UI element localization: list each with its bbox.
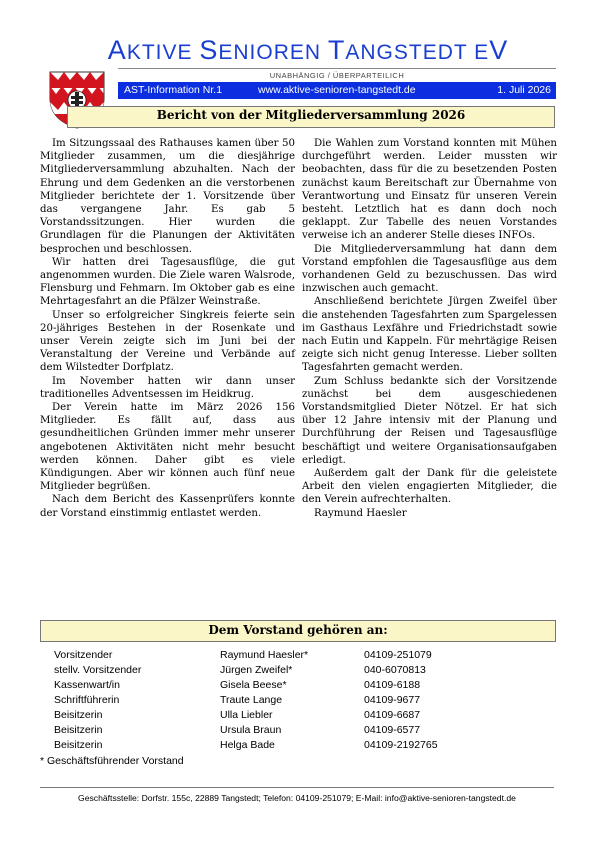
title-part: A (107, 35, 127, 65)
board-row (0, 724, 595, 739)
title-part: ENIOREN (218, 41, 328, 64)
website-link[interactable]: www.aktive-senioren-tangstedt.de (258, 84, 416, 96)
board-row (0, 739, 595, 754)
article-paragraph: Außerdem galt der Dank für die geleistete Arbeit den vielen engagierten Mitglieder, die den Verein aufrechterhalten. (302, 468, 557, 506)
article-paragraph: Im November hatten wir dann unser traditionelles Adventsessen im Heidkrug. (40, 375, 295, 400)
board-phone: 04109-6188 (364, 679, 421, 691)
article-paragraph: Nach dem Bericht des Kassenprüfers konnte der Vorstand einstimmig entlastet werden. (40, 494, 295, 519)
board-row (0, 649, 595, 664)
info-bar (118, 82, 556, 99)
article-paragraph: Unser so erfolgreicher Singkreis feierte sein 20-jähriges Bestehen in der Rosenkate und unser Verein zeigte sich im Juni bei der Veranstaltung der Vereine und Verbände auf dem Wilstedter Dorfplatz. (40, 309, 295, 374)
article-headline: Bericht von der Mitgliederversammlung 2026 (156, 108, 466, 122)
board-role: Beisitzerin (54, 739, 103, 751)
article-paragraph: Die Wahlen zum Vorstand konnten mit Mühen durchgeführt werden. Leider mussten wir beobachten, dass für die zu besetzenden Posten zunächst kaum Bereitschaft zur Übernahme von Verantwortung und Einsatz für unseren Verein besteht. Letztlich hat es dann doch noch geklappt. Zur Tabelle des neuen Vorstandes verweise ich an anderer Stelle dieses INFOs. (302, 138, 557, 242)
title-part: E (474, 41, 490, 64)
tagline: UNABHÄNGIG / ÜBERPARTEILICH (269, 71, 405, 80)
board-name: Raymund Haesler* (220, 649, 309, 661)
article-paragraph: Der Verein hatte im März 2026 156 Mitglieder. Es fällt auf, dass aus gesundheitlichen Gründen immer mehr unserer angebotenen Aktivitäten nicht mehr besucht werden können. Daher gibt es viele Kündigungen. Aber wir können auch fünf neue Mitglieder begrüßen. (40, 402, 295, 493)
issue-date: 1. Juli 2026 (497, 84, 551, 96)
footer-contact: Geschäftsstelle: Dorfstr. 155c, 22889 Tangstedt; Telefon: 04109-251079; E-Mail: info@aktive-senioren-tangstedt.de (78, 793, 516, 803)
board-name: Ursula Braun (220, 724, 282, 736)
board-role: Beisitzerin (54, 709, 103, 721)
article-paragraph: Im Sitzungssaal des Rathauses kamen über 50 Mitglieder zusammen, um die diesjährige Mitgliederversammlung abzuhalten. Nach der Ehrung und dem Gedenken an die verstorbenen Mitglieder berichtete der 1. Vorsitzende über das vergangene Jahr. Es gab 5 Vorstandssitzungen. Hier wurden die Grundlagen für die Planungen der Aktivitäten besprochen und beschlossen. (40, 138, 295, 255)
title-part: V (489, 35, 509, 65)
board-name: Ulla Liebler (220, 709, 273, 721)
board-role: stellv. Vorsitzender (54, 664, 142, 676)
board-name: Gisela Beese* (220, 679, 287, 691)
title-divider (118, 68, 556, 69)
board-footnote: * Geschäftsführender Vorstand (40, 755, 184, 767)
article-right-column (302, 137, 557, 520)
article-paragraph: Zum Schluss bedankte sich der Vorsitzende zunächst bei dem ausgeschiedenen Vorstandsmitglied Dieter Nötzel. Er hat sich über 12 Jahre intensiv mit der Planung und Durchführung der Reisen und Tagesausflüge beschäftigt und weitere Organisationsaufgaben erledigt. (302, 375, 557, 466)
issue-number: AST-Information Nr.1 (124, 84, 223, 96)
footer-divider (40, 787, 554, 788)
board-phone: 04109-6577 (364, 724, 421, 736)
title-part: S (199, 35, 219, 65)
title-part: ANGSTEDT (345, 41, 475, 64)
board-row (0, 694, 595, 709)
board-role: Beisitzerin (54, 724, 103, 736)
board-row (0, 664, 595, 679)
signature: Raymund Haesler (314, 507, 407, 519)
article-paragraph: Anschließend berichtete Jürgen Zweifel über die anstehenden Tagesfahrten zum Spargelessen im Gasthaus Lexfähre und Friedrichstadt sowie nach Eutin und Kappeln. Für mehrtägige Reisen zeigte sich nicht genug Interesse. Lieber sollten Tagesfahrten gemacht werden. (302, 296, 557, 374)
board-role: Schriftführerin (54, 694, 120, 706)
article-left-column (40, 137, 295, 520)
title-part: T (327, 35, 346, 65)
board-name: Jürgen Zweifel* (220, 664, 293, 676)
title-part: KTIVE (126, 41, 200, 64)
board-row (0, 679, 595, 694)
article-paragraph: Wir hatten drei Tagesausflüge, die gut angenommen wurden. Die Ziele waren Walsrode, Flensburg und Fehmarn. Im Oktober gab es eine Mehrtagesfahrt an die Pfälzer Weinstraße. (40, 256, 295, 308)
board-title: Dem Vorstand gehören an: (208, 623, 388, 637)
board-phone: 04109-251079 (364, 649, 432, 661)
board-phone: 04109-9677 (364, 694, 421, 706)
board-name: Helga Bade (220, 739, 275, 751)
article-paragraph: Die Mitgliederversammlung hat dann dem Vorstand empfohlen die Tagesausflüge aus dem vorhandenen Geld zu bezuschussen. Das wird inzwischen auch gemacht. (302, 243, 557, 295)
newsletter-title (48, 35, 568, 66)
board-row (0, 709, 595, 724)
board-phone: 040-6070813 (364, 664, 426, 676)
board-phone: 04109-6687 (364, 709, 421, 721)
board-role: Kassenwart/in (54, 679, 120, 691)
board-phone: 04109-2192765 (364, 739, 438, 751)
board-role: Vorsitzender (54, 649, 113, 661)
board-name: Traute Lange (220, 694, 283, 706)
